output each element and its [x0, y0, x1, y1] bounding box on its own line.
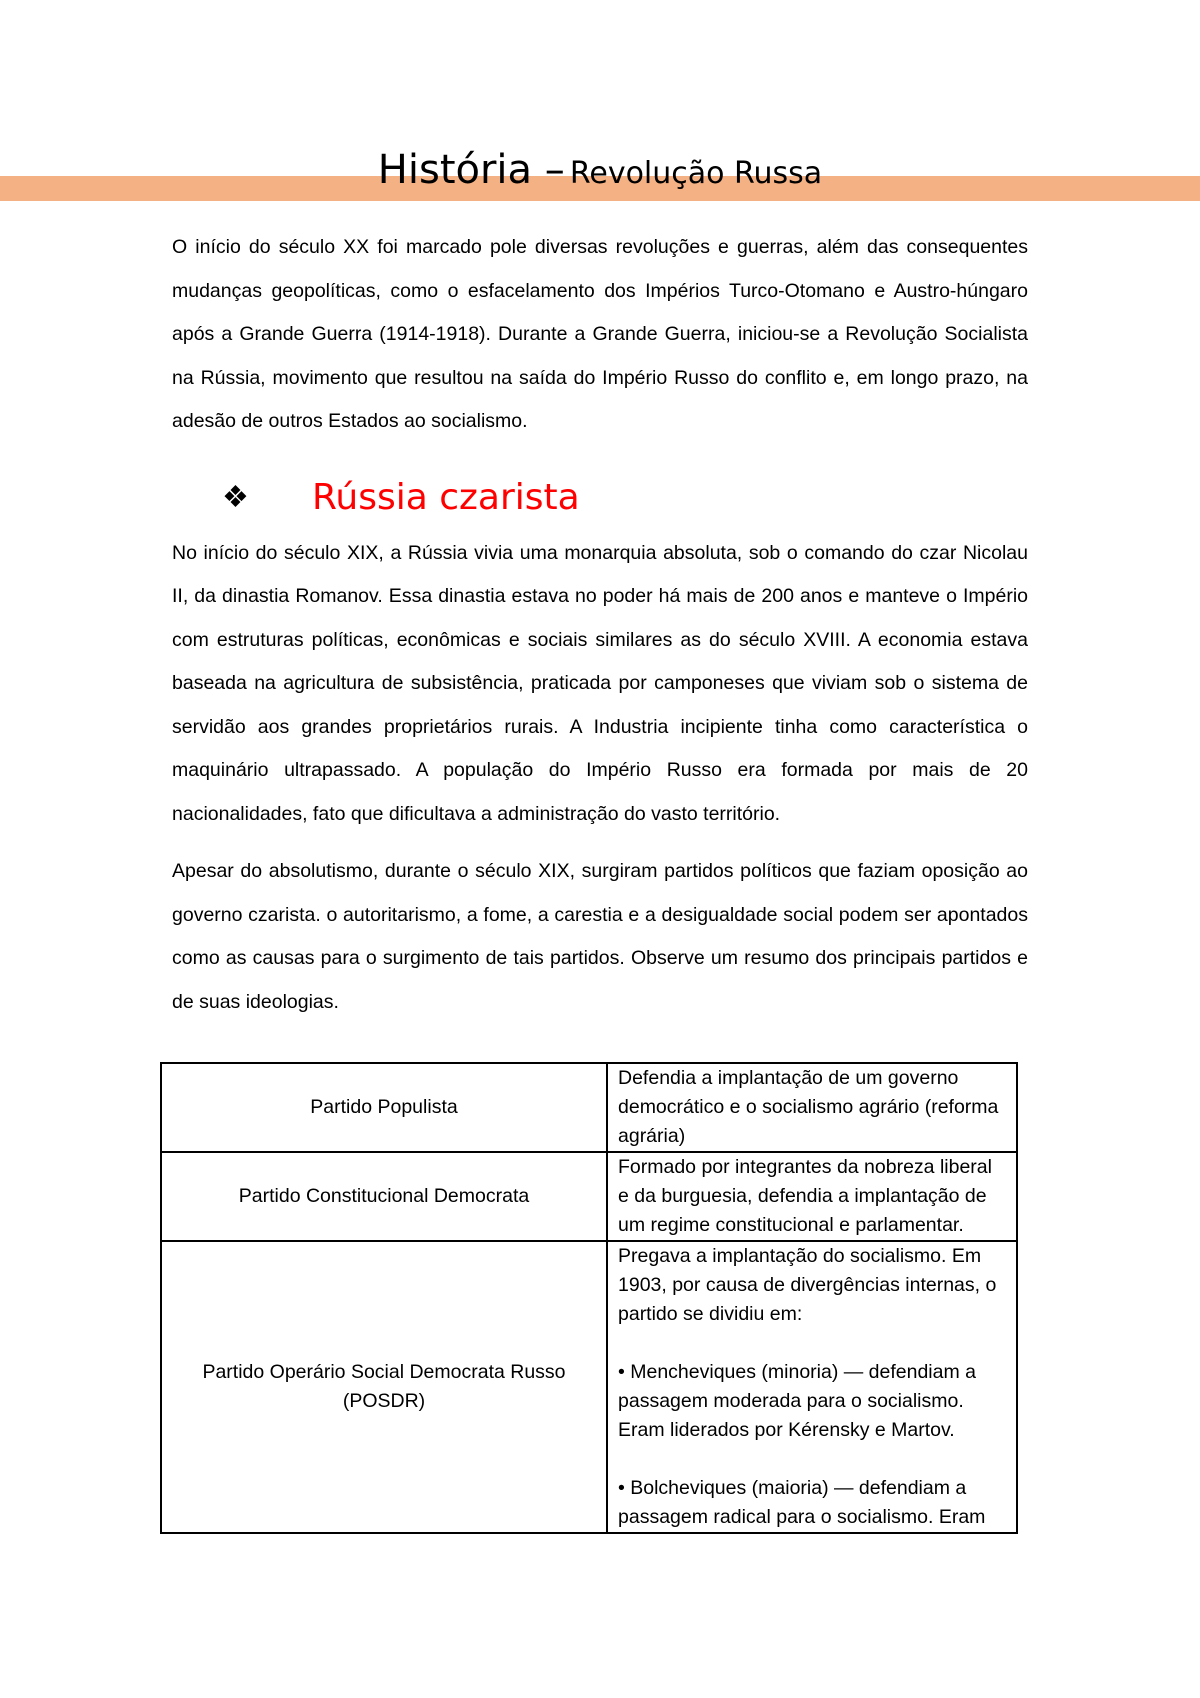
party-description-cell: Defendia a implantação de um governo democrático e o socialismo agrário (reforma agrária) [607, 1063, 1017, 1152]
intro-paragraph: O início do século XX foi marcado pole diversas revoluções e guerras, além das consequentes mudanças geopolíticas, como o esfacelamento dos Impérios Turco-Otomano e Austro-húngaro após a Grande Guerra (1914-1918). Durante a Grande Guerra, iniciou-se a Revolução Socialista na Rússia, movimento que resultou na saída do Império Russo do conflito e, em longo prazo, na adesão de outros Estados ao socialismo. [172, 236, 1028, 432]
page-title [0, 140, 1200, 208]
parties-table [160, 1062, 1018, 1534]
bolcheviques-bullet: • Bolcheviques (maioria) — defendiam a passagem radical para o socialismo. Eram [618, 1477, 986, 1528]
document-body [172, 226, 1028, 1024]
section-heading-text: Rússia czarista [312, 477, 580, 518]
title-main: História – [377, 147, 565, 193]
title-sub: Revolução Russa [569, 156, 823, 191]
table-row [161, 1241, 1017, 1533]
section-heading [172, 464, 1028, 532]
party-name-cell: Partido Populista [161, 1063, 607, 1152]
party-description-text: Pregava a implantação do socialismo. Em 1903, por causa de divergências internas, o partido se dividiu em: [618, 1245, 997, 1325]
diamond-bullet-icon: ❖ [222, 480, 249, 514]
party-name-cell: Partido Constitucional Democrata [161, 1152, 607, 1241]
party-description-cell [607, 1241, 1017, 1533]
table-row [161, 1063, 1017, 1152]
table-row [161, 1152, 1017, 1241]
party-name-cell: Partido Operário Social Democrata Russo (POSDR) [161, 1241, 607, 1533]
party-description-cell: Formado por integrantes da nobreza liberal e da burguesia, defendia a implantação de um regime constitucional e parlamentar. [607, 1152, 1017, 1241]
paragraph-czarist-russia: No início do século XIX, a Rússia vivia uma monarquia absoluta, sob o comando do czar Nicolau II, da dinastia Romanov. Essa dinastia estava no poder há mais de 200 anos e manteve o Império com estruturas políticas, econômicas e sociais similares as do século XVIII. A economia estava baseada na agricultura de subsistência, praticada por camponeses que viviam sob o sistema de servidão aos grandes proprietários rurais. A Industria incipiente tinha como característica o maquinário ultrapassado. A população do Império Russo era formada por mais de 20 nacionalidades, fato que dificultava a administração do vasto território. [172, 541, 1028, 825]
mencheviques-bullet: • Mencheviques (minoria) — defendiam a passagem moderada para o socialismo. Eram liderados por Kérensky e Martov. [618, 1361, 976, 1441]
paragraph-political-parties: Apesar do absolutismo, durante o século XIX, surgiram partidos políticos que faziam oposição ao governo czarista. o autoritarismo, a fome, a carestia e a desigualdade social podem ser apontados como as causas para o surgimento de tais partidos. Observe um resumo dos principais partidos e de suas ideologias. [172, 860, 1028, 1013]
